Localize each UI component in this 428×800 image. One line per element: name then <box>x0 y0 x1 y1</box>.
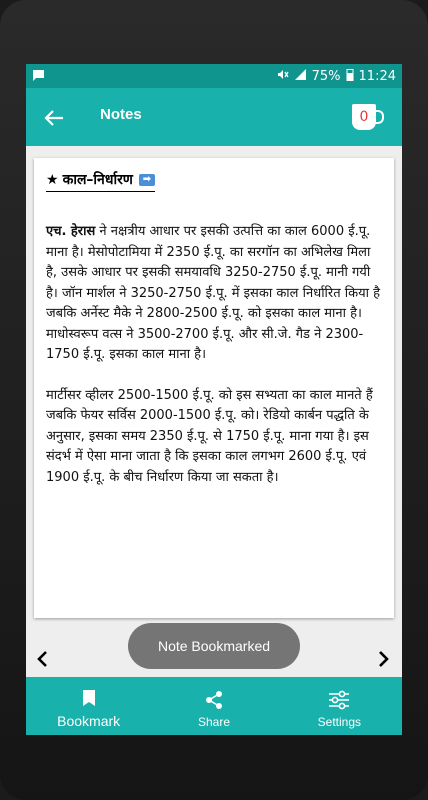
next-note-chevron-icon[interactable] <box>374 647 394 671</box>
bookmark-icon <box>78 687 100 709</box>
status-bar <box>26 64 402 88</box>
cup-handle <box>374 110 384 124</box>
back-arrow-icon[interactable] <box>40 104 68 132</box>
coffee-cup-icon[interactable] <box>352 104 384 132</box>
status-right <box>276 68 396 85</box>
battery-icon <box>346 68 354 85</box>
mute-icon <box>276 68 289 85</box>
status-time: 11:24 <box>358 69 396 84</box>
note-body <box>46 222 384 508</box>
phone-bezel-top <box>0 0 428 64</box>
tab-bookmark-label: Bookmark <box>57 713 121 729</box>
battery-text: 75% <box>311 69 341 84</box>
cup-count-badge: 0 <box>352 104 376 130</box>
chat-bubble-icon <box>32 69 45 86</box>
note-card <box>34 158 394 618</box>
note-paragraph-1-text: ने नक्षत्रीय आधार पर इसकी उत्पत्ति का काल 6000 ई.पू. माना है। मेसोपोटामिया में 2350 ई.पू. का सरगॉन का अभिलेख मिला है, उसके आधार पर इसकी समयावधि 3250-2750 ई.पू. मानी गयी है। जॉन मार्शल ने 3250-2750 ई.पू. में इसका काल निर्धारित किया है जबकि अर्नेस्ट मैके ने 2800-2500 ई.पू. को इसका काल माना है। माधोस्वरूप वत्स ने 3500-2700 ई.पू. और सी.जे. गैड ने 2300-1750 ई.पू. इसका काल माना है। <box>46 224 381 362</box>
prev-note-chevron-icon[interactable] <box>32 647 52 671</box>
star-icon: ★ <box>46 171 59 188</box>
tab-settings-label: Settings <box>317 715 361 729</box>
screen <box>26 64 402 708</box>
signal-icon <box>294 68 307 85</box>
heading-underline <box>46 191 155 192</box>
note-paragraph-2: मार्टीसर व्हीलर 2500-1500 ई.पू. को इस सभ्यता का काल मानते हैं जबकि फेयर सर्विस 2000-1500 ई.पू. को। रेडियो कार्बन पद्धति के अनुसार, इसका समय 2350 ई.पू. से 1750 ई.पू. माना गया है। इस संदर्भ में ऐसा माना जाता है कि इसका काल लगभग 2600 ई.पू. एवं 1900 ई.पू. के बीच निर्धारण किया जा सकता है। <box>46 387 373 485</box>
page-title: Notes <box>100 106 142 123</box>
right-arrow-icon: ➡ <box>139 174 155 186</box>
note-heading <box>46 170 155 189</box>
note-bold-name: एच. हेरास <box>46 224 96 239</box>
toast-message: Note Bookmarked <box>128 623 300 669</box>
app-bar <box>26 88 402 146</box>
note-paragraph-1 <box>46 222 384 366</box>
note-heading-text: काल–निर्धारण <box>62 172 133 188</box>
phone-bezel-bottom <box>0 708 428 800</box>
tab-share-label: Share <box>197 715 230 729</box>
